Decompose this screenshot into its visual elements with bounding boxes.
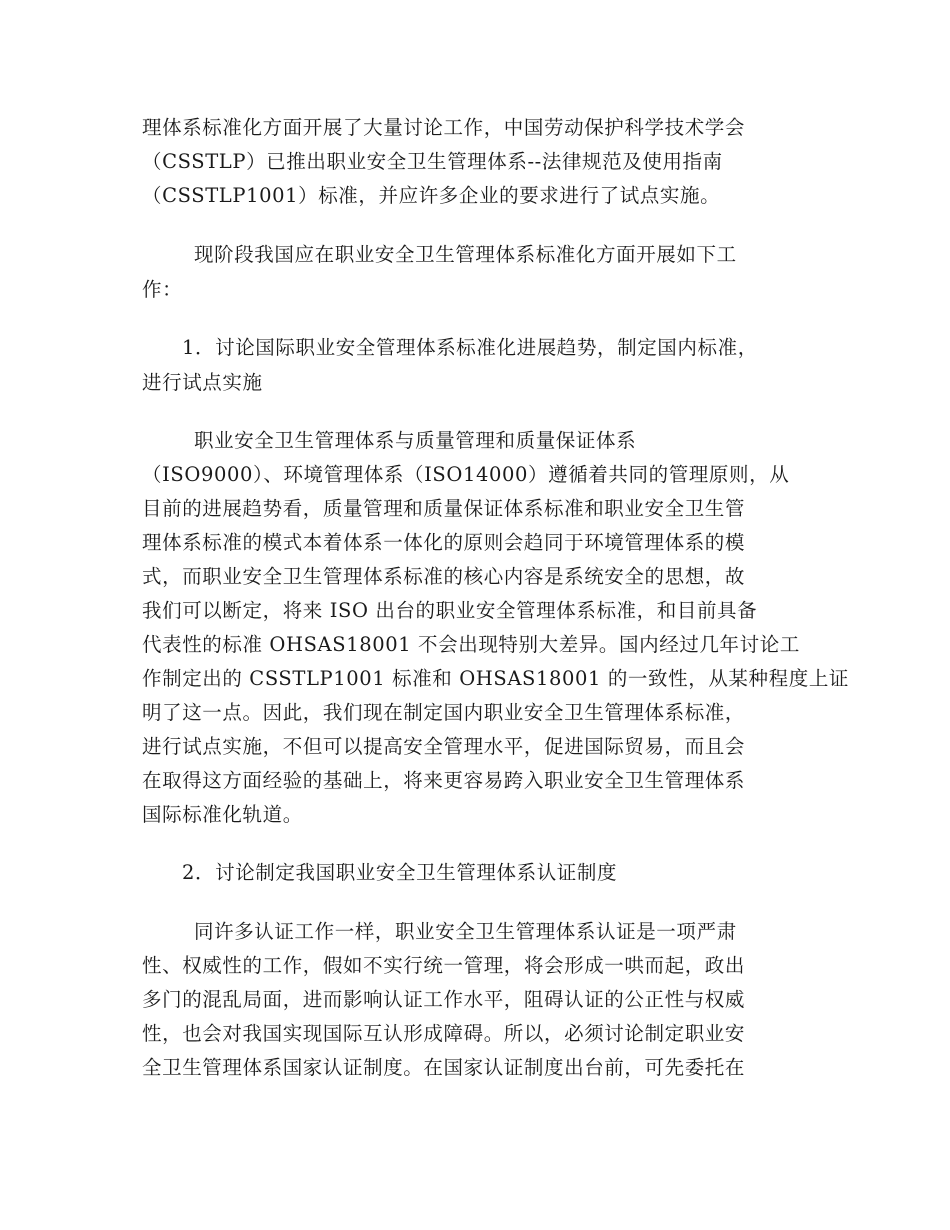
paragraph-line: 进行试点实施，不但可以提高安全管理水平，促进国际贸易，而且会 [142, 735, 746, 758]
paragraph-line: 在取得这方面经验的基础上，将来更容易跨入职业安全卫生管理体系 [142, 769, 746, 792]
section-heading-1: 1．讨论国际职业安全管理体系标准化进展趋势，制定国内标准， [182, 336, 758, 359]
paragraph-line: 同许多认证工作一样，职业安全卫生管理体系认证是一项严肃 [194, 920, 737, 943]
paragraph-line: 职业安全卫生管理体系与质量管理和质量保证体系 [194, 429, 637, 452]
paragraph-line: （CSSTLP）已推出职业安全卫生管理体系--法律规范及使用指南 [142, 150, 723, 173]
paragraph-line: 多门的混乱局面，进而影响认证工作水平，阻碍认证的公正性与权威 [142, 988, 746, 1011]
paragraph-line: 现阶段我国应在职业安全卫生管理体系标准化方面开展如下工 [194, 243, 737, 266]
paragraph-line: 我们可以断定，将来 ISO 出台的职业安全管理体系标准，和目前具备 [142, 599, 758, 622]
paragraph-line: 明了这一点。因此，我们现在制定国内职业安全卫生管理体系标准， [142, 701, 746, 724]
paragraph-line: 作制定出的 CSSTLP1001 标准和 OHSAS18001 的一致性，从某种程度上证 [142, 667, 850, 690]
paragraph-line: 性，也会对我国实现国际互认形成障碍。所以，必须讨论制定职业安 [142, 1022, 746, 1045]
paragraph-line: 作： [142, 278, 183, 301]
paragraph-line: 理体系标准的模式本着体系一体化的原则会趋同于环境管理体系的模 [142, 531, 746, 554]
section-heading-2: 2．讨论制定我国职业安全卫生管理体系认证制度 [182, 861, 618, 884]
paragraph-line: 目前的进展趋势看，质量管理和质量保证体系标准和职业安全卫生管 [142, 497, 746, 520]
paragraph-line: 全卫生管理体系国家认证制度。在国家认证制度出台前，可先委托在 [142, 1056, 746, 1079]
paragraph-line: 国际标准化轨道。 [142, 803, 303, 826]
paragraph-line: （ISO9000）、环境管理体系（ISO14000）遵循着共同的管理原则，从 [142, 463, 790, 486]
paragraph-line: 式，而职业安全卫生管理体系标准的核心内容是系统安全的思想，故 [142, 565, 746, 588]
paragraph-line: 性、权威性的工作，假如不实行统一管理，将会形成一哄而起，政出 [142, 954, 746, 977]
paragraph-line: 理体系标准化方面开展了大量讨论工作，中国劳动保护科学技术学会 [142, 116, 746, 139]
section-heading-1-cont: 进行试点实施 [142, 371, 263, 394]
paragraph-line: 代表性的标准 OHSAS18001 不会出现特别大差异。国内经过几年讨论工 [142, 633, 800, 656]
paragraph-line: （CSSTLP1001）标准，并应许多企业的要求进行了试点实施。 [142, 184, 721, 207]
